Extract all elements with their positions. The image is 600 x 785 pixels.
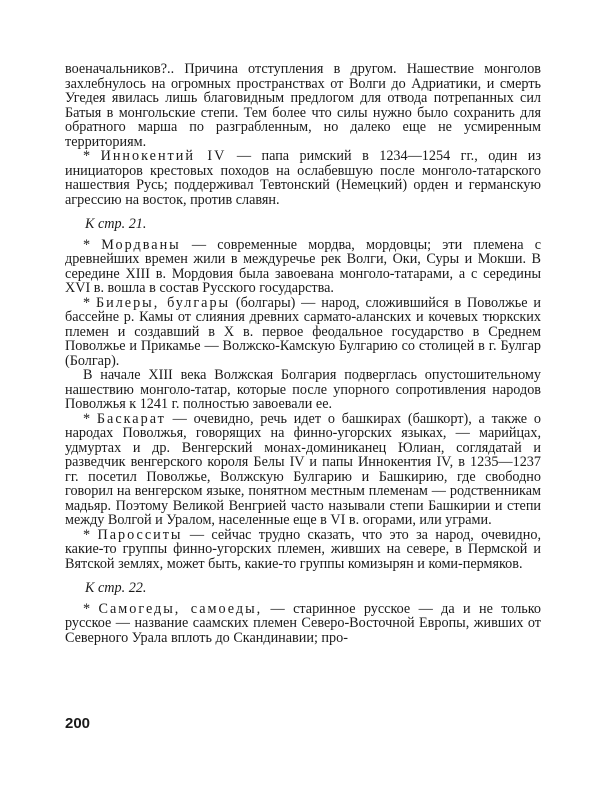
paragraph-text: * xyxy=(83,410,97,427)
paragraph-text: * xyxy=(83,600,99,617)
paragraph xyxy=(65,62,541,149)
term-highlight: Билеры, булгары xyxy=(95,294,231,311)
paragraph xyxy=(65,296,541,369)
paragraph xyxy=(65,602,541,646)
paragraph-text: военачальников?.. Причина отступления в другом. Нашествие монголов захлебнулось на огромных пространствах от Волги до Адриатики, и смерть Угедея явилась лишь благовидным предлогом для отвода потрепанных сил Батыя в монгольские степи. Тем более что силы нужно было сохранить для обратного марша по разграбленным, но далеко еще не усмиренным территориям. xyxy=(65,61,541,150)
term-highlight: Паросситы xyxy=(97,526,183,543)
paragraph-text: — папа римский в 1234—1254 гг., один из инициаторов крестовых походов на ослабевшую после монголо-татарского нашествия Русь; поддерживал Тевтонский (Немецкий) орден и германскую агрессию на восток, против славян. xyxy=(65,148,542,208)
paragraph-text: * xyxy=(83,526,98,543)
term-highlight: Самогеды, самоеды, xyxy=(98,600,263,617)
page-number: 200 xyxy=(65,715,91,732)
paragraph-text: — современные мордва, мордовцы; эти племена с древнейших времен жили в междуречье рек Волги, Оки, Суры и Мокши. В середине XIII в. Мордовия была завоевана монголо-татарами, а с середины XVI в. вошла в состав Русского государства. xyxy=(65,236,541,296)
term-highlight: Иннокентий IV xyxy=(100,148,227,164)
paragraph-text: * xyxy=(83,294,96,311)
paragraph xyxy=(65,412,541,528)
paragraph xyxy=(65,238,541,296)
paragraph-text: В начале XIII века Волжская Болгария подверглась опустошительному нашествию монголо-татар, которые после упорного сопротивления народов Поволжья к 1241 г. полностью завоевали ее. xyxy=(65,367,541,412)
paragraph-text: — сейчас трудно сказать, что это за народ, очевидно, какие-то группы финно-угорских племен, живших на севере, в Пермской и Вятской землях, может быть, какие-то группы комизырян и коми-пермяков. xyxy=(65,526,542,572)
page-body xyxy=(65,62,541,645)
section-heading: К стр. 22. xyxy=(85,580,147,596)
term-highlight: Мордваны xyxy=(101,236,181,253)
paragraph-text: * xyxy=(83,236,102,253)
section-heading: К стр. 21. xyxy=(85,216,147,232)
paragraph xyxy=(65,528,541,572)
paragraph xyxy=(65,149,541,207)
paragraph-text: — старинное русское — да и не только русское — название саамских племен Северо-Восточной Европы, живших от Северного Урала вплоть до Скандинавии; про- xyxy=(65,600,542,646)
term-highlight: Баскарат xyxy=(96,410,166,427)
paragraph-text: — очевидно, речь идет о башкирах (башкорт), а также о народах Поволжья, говорящих на финно-угорских языках, — марийцах, удмуртах и др. Венгерский монах-доминиканец Юлиан, соглядатай и разведчик венгерского короля Белы IV и папы Иннокентия IV, в 1235—1237 гг. посетил Поволжье, Волжскую Булгарию и Башкирию, где свободно говорил на венгерском языке, понятном местным племенам — родственникам мадьяр. Поэтому Великой Венгрией часто называли степи Башкирии и степи между Волгой и Уралом, населенные еще в VI в. огорами, или уграми. xyxy=(65,410,541,528)
paragraph-text: (болгары) — народ, сложившийся в Поволжье и бассейне р. Камы от слияния древних сармато-аланских и кочевых тюркских племен и создавший в X в. первое феодальное государство в Среднем Поволжье и Прикамье — Волжско-Камскую Булгарию со столицей в г. Булгар (Болгар). xyxy=(65,294,542,369)
paragraph-text: * xyxy=(83,148,101,164)
paragraph xyxy=(65,368,541,412)
